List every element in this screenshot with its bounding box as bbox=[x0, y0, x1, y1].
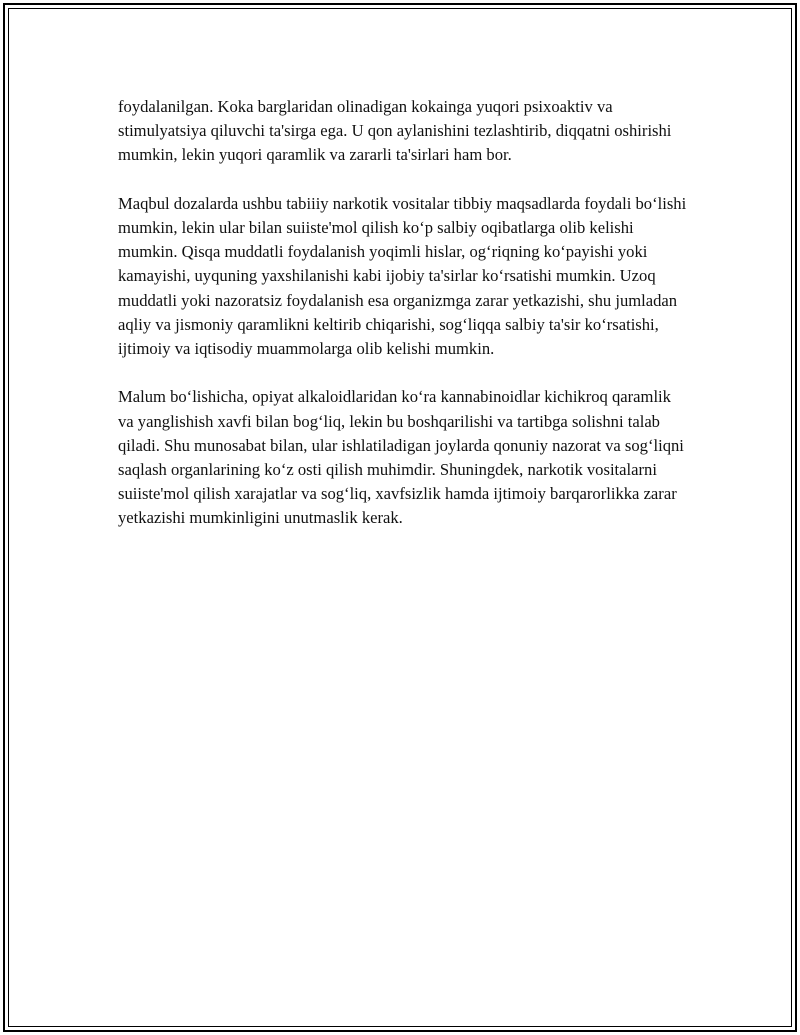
paragraph-3: Malum bo‘lishicha, opiyat alkaloidlaridan ko‘ra kannabinoidlar kichikroq qaramlik va yanglishish xavfi bilan bog‘liq, lekin bu boshqarilishi va tartibga solishni talab qiladi. Shu munosabat bilan, ular ishlatiladigan joylarda qonuniy nazorat va sog‘liqni saqlash organlarining ko‘z osti qilish muhimdir. Shuningdek, narkotik vositalarni suiiste'mol qilish xarajatlar va sog‘liq, xavfsizlik hamda ijtimoiy barqarorlikka zarar yetkazishi mumkinligini unutmaslik kerak. bbox=[118, 387, 684, 528]
paragraph-1: foydalanilgan. Koka barglaridan olinadigan kokainga yuqori psixoaktiv va stimulyatsiya qiluvchi ta'sirga ega. U qon aylanishini tezlashtirib, diqqatni oshirishi mumkin, lekin yuqori qaramlik va zararli ta'sirlari ham bor. bbox=[118, 97, 672, 165]
paragraph-2: Maqbul dozalarda ushbu tabiiiy narkotik vositalar tibbiy maqsadlarda foydali bo‘lishi mumkin, lekin ular bilan suiiste'mol qilish ko‘p salbiy oqibatlarga olib kelishi mumkin. Qisqa muddatli foydalanish yoqimli hislar, og‘riqning ko‘payishi yoki kamayishi, uyquning yaxshilanishi kabi ijobiy ta'sirlar ko‘rsatishi mumkin. Uzoq muddatli yoki nazoratsiz foydalanish esa organizmga zarar yetkazishi, shu jumladan aqliy va jismoniy qaramlikni keltirib chiqarishi, sog‘liqqa salbiy ta'sir ko‘rsatishi, ijtimoiy va iqtisodiy muammolarga olib kelishi mumkin. bbox=[118, 193, 687, 359]
document-body bbox=[118, 95, 688, 555]
